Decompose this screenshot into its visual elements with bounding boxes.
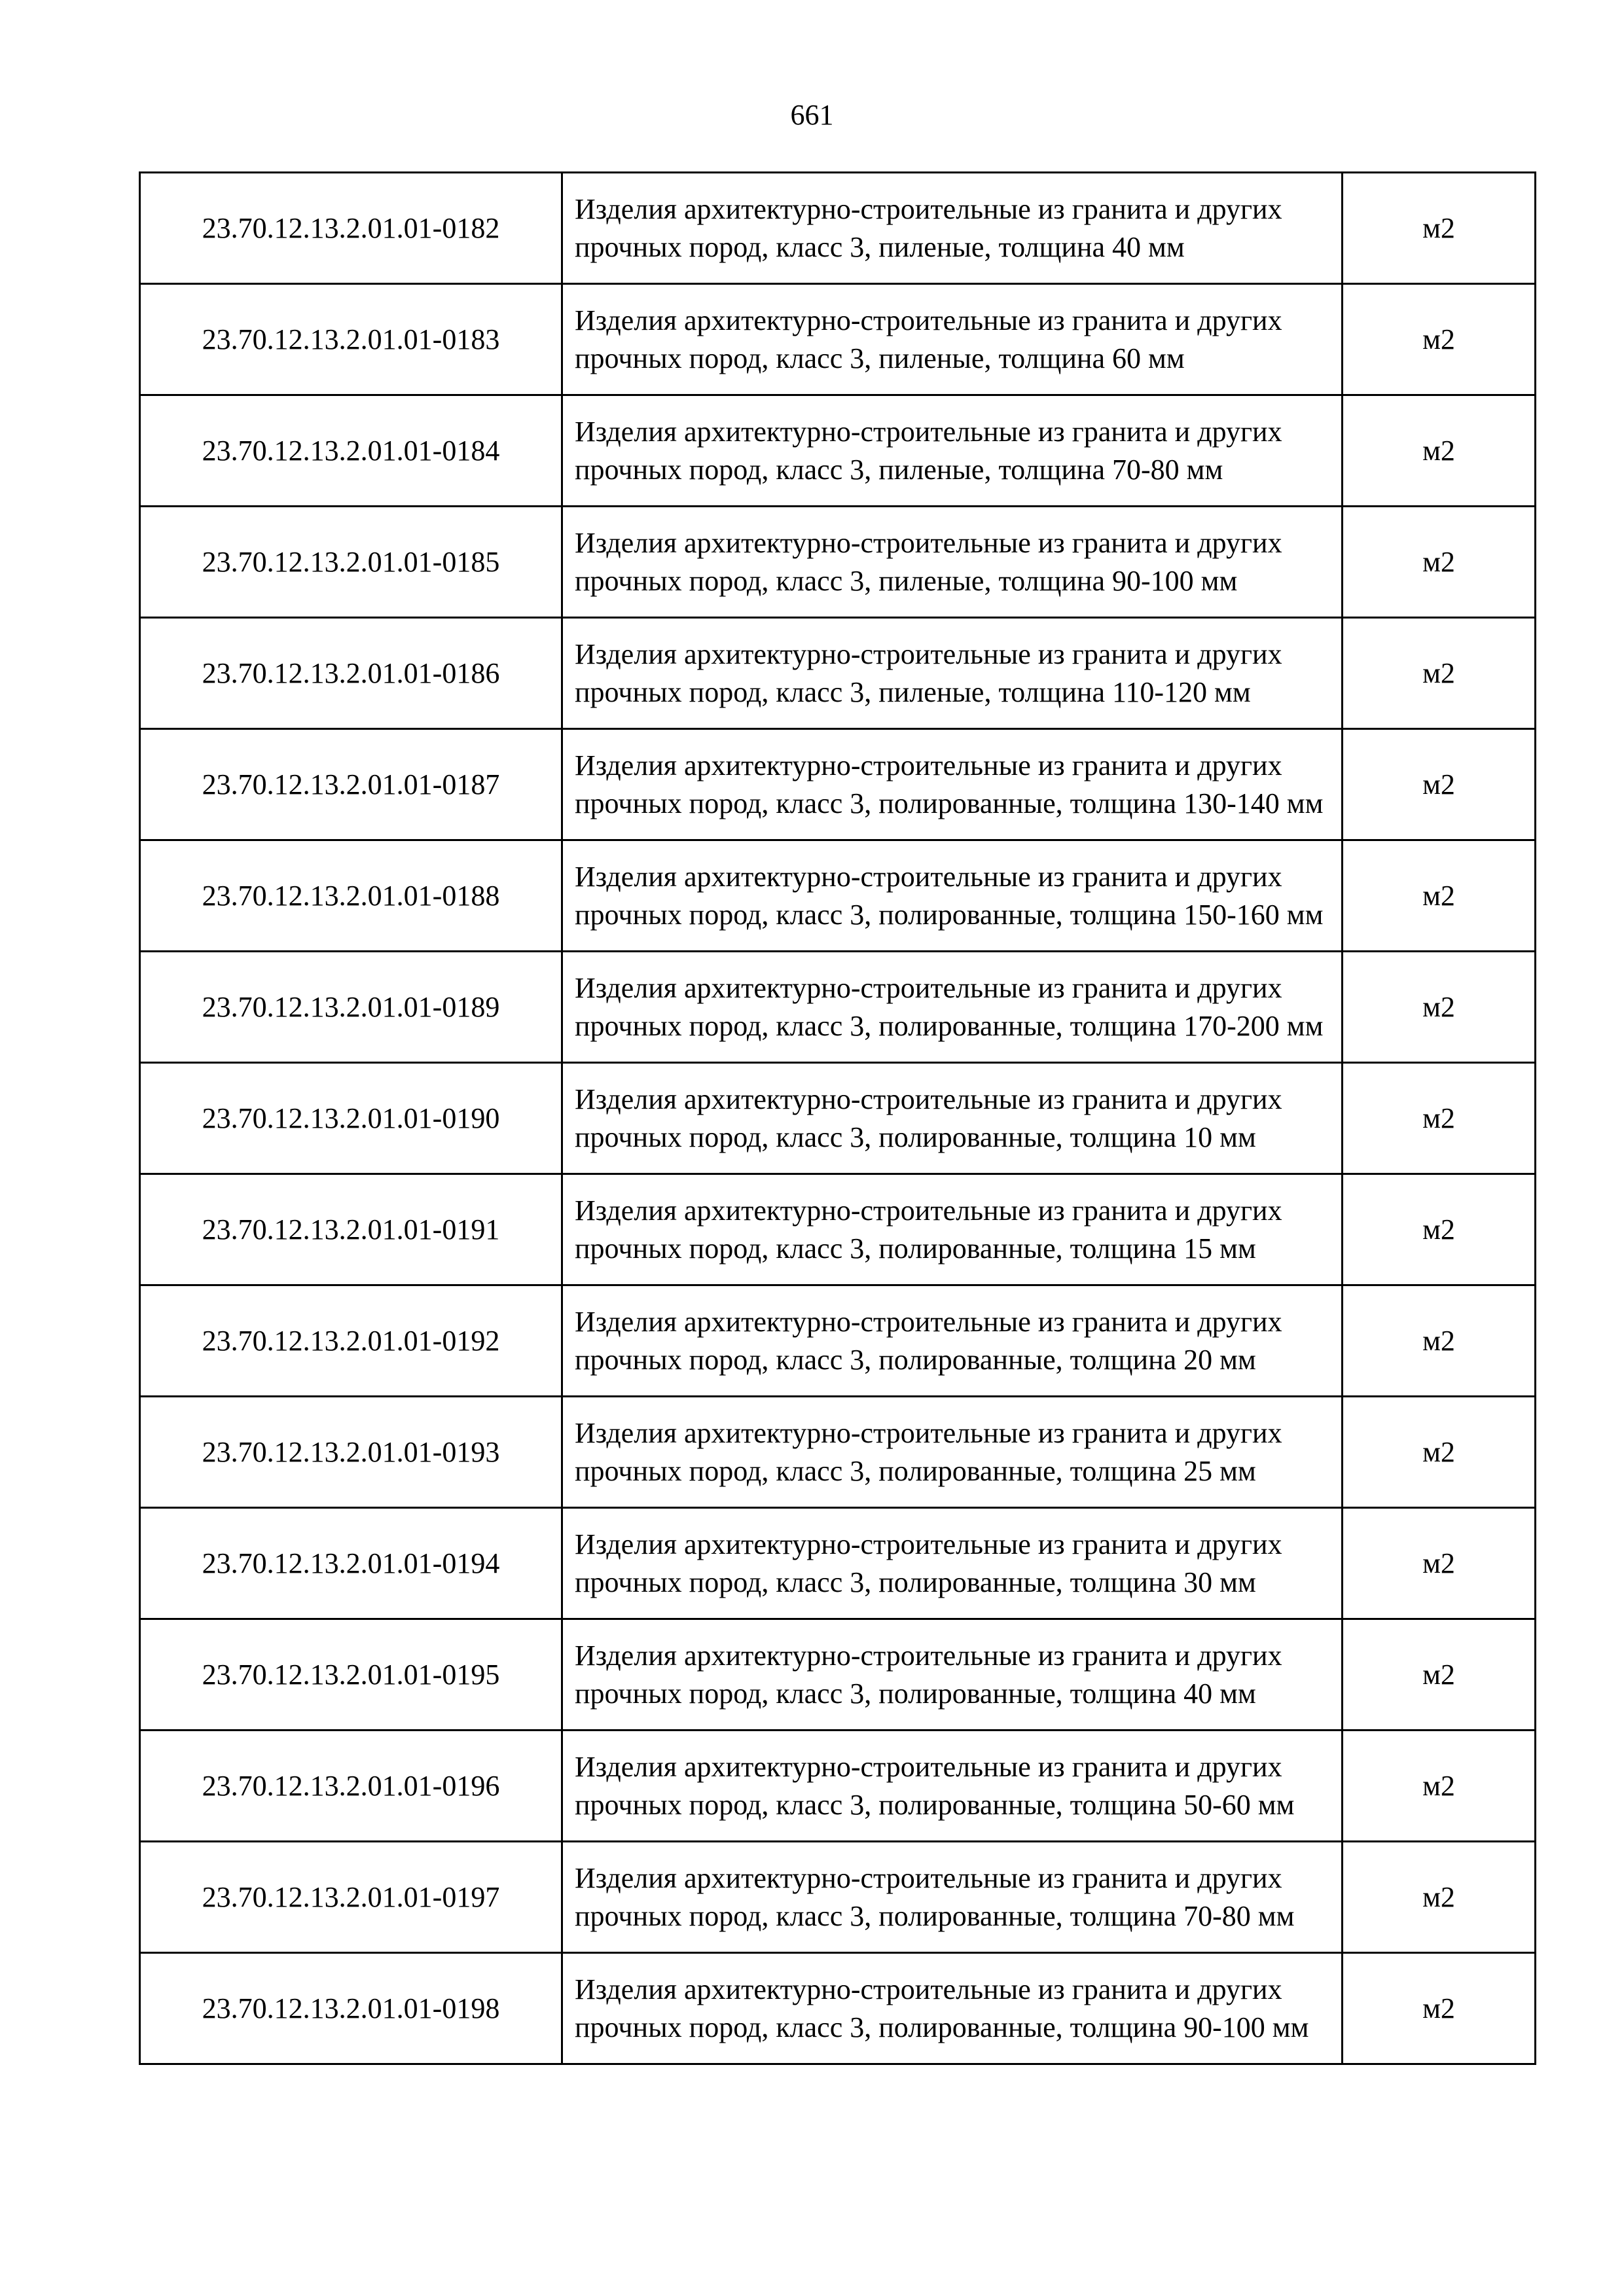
unit-cell: м2 — [1343, 1842, 1536, 1953]
resource-code-cell: 23.70.12.13.2.01.01-0183 — [140, 284, 562, 395]
resource-description-cell: Изделия архитектурно-строительные из гранита и других прочных пород, класс 3, полированные, толщина 10 мм — [562, 1063, 1343, 1174]
unit-cell: м2 — [1343, 1174, 1536, 1285]
resource-code-cell: 23.70.12.13.2.01.01-0189 — [140, 952, 562, 1063]
unit-cell: м2 — [1343, 284, 1536, 395]
resource-description-cell: Изделия архитектурно-строительные из гранита и других прочных пород, класс 3, полированные, толщина 40 мм — [562, 1619, 1343, 1731]
table-row — [140, 840, 1536, 952]
resource-description-cell: Изделия архитектурно-строительные из гранита и других прочных пород, класс 3, полированные, толщина 50-60 мм — [562, 1731, 1343, 1842]
page-number: 661 — [790, 99, 834, 131]
unit-cell: м2 — [1343, 1953, 1536, 2064]
resource-description-cell: Изделия архитектурно-строительные из гранита и других прочных пород, класс 3, полированные, толщина 70-80 мм — [562, 1842, 1343, 1953]
resource-code-cell: 23.70.12.13.2.01.01-0187 — [140, 729, 562, 840]
table-row — [140, 1285, 1536, 1397]
resource-table-body — [140, 173, 1536, 2064]
table-row — [140, 618, 1536, 729]
table-row — [140, 729, 1536, 840]
unit-cell: м2 — [1343, 173, 1536, 284]
resource-code-cell: 23.70.12.13.2.01.01-0184 — [140, 395, 562, 507]
unit-cell: м2 — [1343, 1619, 1536, 1731]
unit-cell: м2 — [1343, 618, 1536, 729]
resource-description-cell: Изделия архитектурно-строительные из гранита и других прочных пород, класс 3, пиленые, толщина 90-100 мм — [562, 507, 1343, 618]
unit-cell: м2 — [1343, 1397, 1536, 1508]
unit-cell: м2 — [1343, 1063, 1536, 1174]
resource-code-cell: 23.70.12.13.2.01.01-0185 — [140, 507, 562, 618]
table-row — [140, 1397, 1536, 1508]
unit-cell: м2 — [1343, 1508, 1536, 1619]
unit-cell: м2 — [1343, 1285, 1536, 1397]
table-row — [140, 507, 1536, 618]
resource-description-cell: Изделия архитектурно-строительные из гранита и других прочных пород, класс 3, полированные, толщина 25 мм — [562, 1397, 1343, 1508]
resource-description-cell: Изделия архитектурно-строительные из гранита и других прочных пород, класс 3, пиленые, толщина 70-80 мм — [562, 395, 1343, 507]
resource-code-cell: 23.70.12.13.2.01.01-0188 — [140, 840, 562, 952]
table-row — [140, 1174, 1536, 1285]
table-row — [140, 1731, 1536, 1842]
unit-cell: м2 — [1343, 952, 1536, 1063]
table-row — [140, 395, 1536, 507]
resource-description-cell: Изделия архитектурно-строительные из гранита и других прочных пород, класс 3, пиленые, толщина 110-120 мм — [562, 618, 1343, 729]
table-row — [140, 173, 1536, 284]
resource-code-cell: 23.70.12.13.2.01.01-0191 — [140, 1174, 562, 1285]
resource-code-cell: 23.70.12.13.2.01.01-0194 — [140, 1508, 562, 1619]
resource-code-cell: 23.70.12.13.2.01.01-0182 — [140, 173, 562, 284]
unit-cell: м2 — [1343, 395, 1536, 507]
unit-cell: м2 — [1343, 729, 1536, 840]
resource-description-cell: Изделия архитектурно-строительные из гранита и других прочных пород, класс 3, пиленые, толщина 40 мм — [562, 173, 1343, 284]
resource-code-cell: 23.70.12.13.2.01.01-0198 — [140, 1953, 562, 2064]
table-row — [140, 1619, 1536, 1731]
resource-code-cell: 23.70.12.13.2.01.01-0190 — [140, 1063, 562, 1174]
resource-code-cell: 23.70.12.13.2.01.01-0193 — [140, 1397, 562, 1508]
unit-cell: м2 — [1343, 1731, 1536, 1842]
table-row — [140, 284, 1536, 395]
resource-description-cell: Изделия архитектурно-строительные из гранита и других прочных пород, класс 3, полированные, толщина 20 мм — [562, 1285, 1343, 1397]
resource-code-cell: 23.70.12.13.2.01.01-0192 — [140, 1285, 562, 1397]
resource-table — [139, 171, 1536, 2065]
resource-description-cell: Изделия архитектурно-строительные из гранита и других прочных пород, класс 3, полированные, толщина 170-200 мм — [562, 952, 1343, 1063]
resource-code-cell: 23.70.12.13.2.01.01-0197 — [140, 1842, 562, 1953]
resource-description-cell: Изделия архитектурно-строительные из гранита и других прочных пород, класс 3, полированные, толщина 15 мм — [562, 1174, 1343, 1285]
unit-cell: м2 — [1343, 840, 1536, 952]
table-row — [140, 1508, 1536, 1619]
resource-description-cell: Изделия архитектурно-строительные из гранита и других прочных пород, класс 3, пиленые, толщина 60 мм — [562, 284, 1343, 395]
resource-code-cell: 23.70.12.13.2.01.01-0195 — [140, 1619, 562, 1731]
table-row — [140, 1063, 1536, 1174]
table-row — [140, 1842, 1536, 1953]
resource-description-cell: Изделия архитектурно-строительные из гранита и других прочных пород, класс 3, полированные, толщина 150-160 мм — [562, 840, 1343, 952]
resource-code-cell: 23.70.12.13.2.01.01-0196 — [140, 1731, 562, 1842]
table-row — [140, 952, 1536, 1063]
resource-description-cell: Изделия архитектурно-строительные из гранита и других прочных пород, класс 3, полированные, толщина 90-100 мм — [562, 1953, 1343, 2064]
unit-cell: м2 — [1343, 507, 1536, 618]
resource-code-cell: 23.70.12.13.2.01.01-0186 — [140, 618, 562, 729]
table-row — [140, 1953, 1536, 2064]
resource-description-cell: Изделия архитектурно-строительные из гранита и других прочных пород, класс 3, полированные, толщина 30 мм — [562, 1508, 1343, 1619]
resource-description-cell: Изделия архитектурно-строительные из гранита и других прочных пород, класс 3, полированные, толщина 130-140 мм — [562, 729, 1343, 840]
